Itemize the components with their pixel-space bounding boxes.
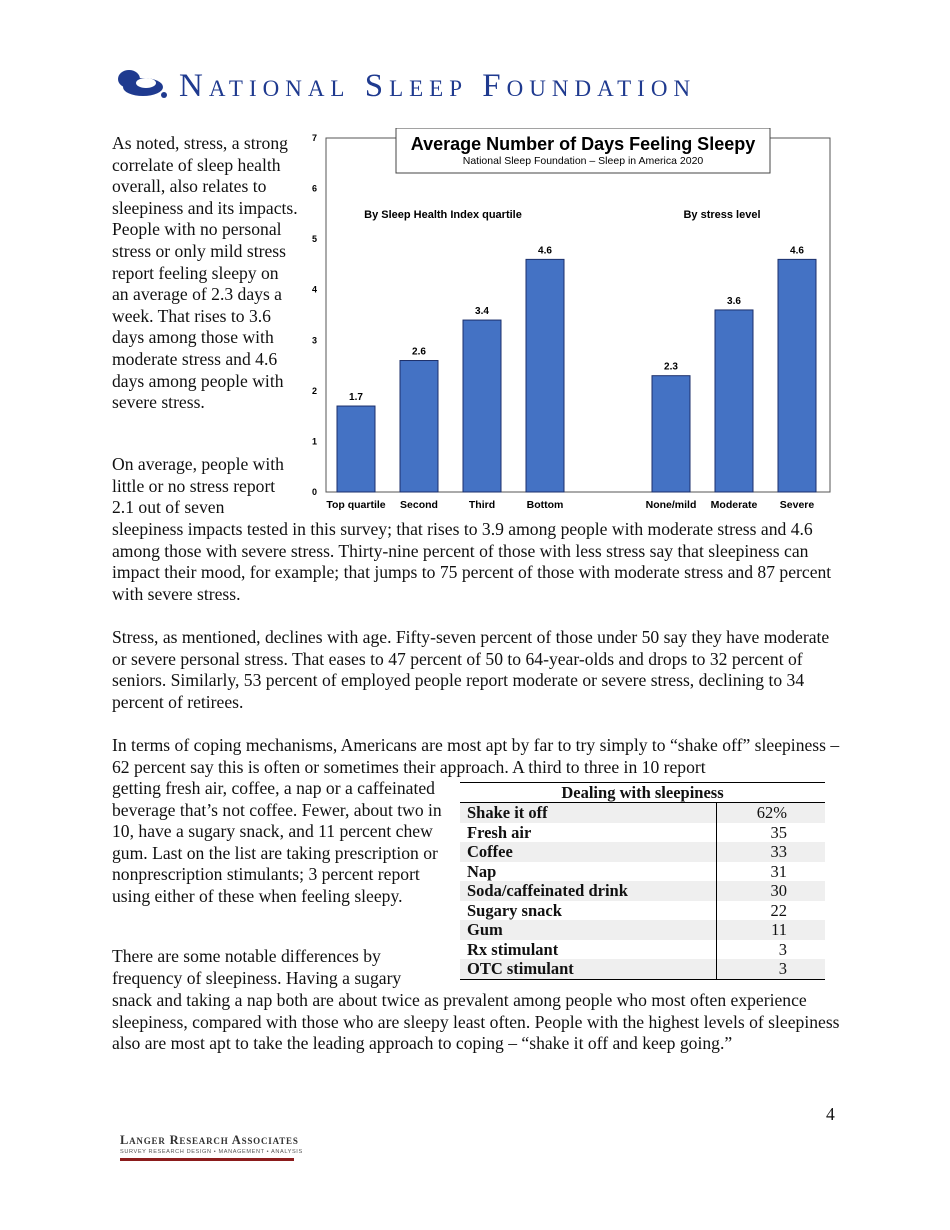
table-row (460, 959, 825, 979)
sleepy-days-bar-chart (300, 128, 840, 513)
bar-value-label: 4.6 (790, 245, 804, 257)
footer-tagline: SURVEY RESEARCH DESIGN • MANAGEMENT • ANALYSIS (120, 1149, 303, 1155)
y-tick-label: 4 (311, 284, 317, 295)
org-name: National Sleep Foundation (179, 68, 697, 104)
group-label-stress: By stress level (683, 209, 761, 221)
sleep-foundation-logo-icon (115, 66, 171, 102)
table-row (460, 823, 825, 843)
y-tick-label: 3 (311, 335, 317, 346)
table-row-value-cell (717, 940, 826, 960)
y-tick-label: 2 (311, 385, 317, 396)
bar (778, 259, 816, 492)
paragraph-impacts-cont: sleepiness impacts tested in this survey; that rises to 3.9 among people with moderate stress and 4.6 among those with severe stress. Thirty-nine percent of those with less stress say that sleepiness can impact their mood, for example; that jumps to 75 percent of those with moderate stress and 87 percent with severe stress. (112, 519, 832, 604)
table-row-value-cell (717, 842, 826, 862)
category-label: Second (400, 499, 438, 511)
table-row-value-cell (717, 959, 826, 979)
y-tick-label: 7 (311, 133, 317, 143)
footer-org-name: Langer Research Associates (120, 1133, 299, 1147)
table-row-value: 31 (770, 861, 787, 881)
bar (337, 406, 375, 492)
bar-value-label: 2.3 (664, 361, 678, 373)
table-row-label: Fresh air (467, 822, 532, 842)
table-row-value-cell (717, 862, 826, 882)
bar-value-label: 4.6 (538, 245, 552, 257)
table-row (460, 862, 825, 882)
bar-value-label: 3.4 (475, 306, 489, 318)
table-row-label: Rx stimulant (467, 939, 559, 959)
footer-divider (120, 1158, 294, 1161)
paragraph-coping-cont: getting fresh air, coffee, a nap or a caffeinated beverage that’s not coffee. Fewer, about two in 10, have a sugary snack, and 11 percent chew gum. Last on the list are taking prescription or nonprescription stimulants; 3 percent report using either of these when feeling sleepy. (112, 778, 442, 906)
chart-title: Average Number of Days Feeling Sleepy (410, 134, 756, 154)
paragraph-differences-start: There are some notable differences by frequency of sleepiness. Having a sugary (112, 946, 402, 988)
dealing-with-sleepiness-table (460, 782, 825, 980)
table-title: Dealing with sleepiness (460, 782, 825, 803)
table-body (460, 803, 825, 980)
table-row (460, 920, 825, 940)
table-row-value: 3 (778, 939, 787, 959)
table-row-value-cell (717, 881, 826, 901)
table-row-label: Shake it off (460, 803, 717, 823)
table-row-value: 30 (770, 881, 787, 900)
table-row-value-cell (717, 901, 826, 921)
bar (652, 376, 690, 492)
category-label: Bottom (526, 499, 564, 511)
paragraph-stress-sleepiness: As noted, stress, a strong correlate of sleep health overall, also relates to sleepiness and its impacts. People with no personal stress or only mild stress report feeling sleepy on an average of 2.3 days a week. That rises to 3.6 days among those with moderate stress and 4.6 days among people with severe stress. (112, 133, 298, 413)
table-row-value: 22 (770, 900, 787, 920)
table-row (460, 803, 825, 823)
y-tick-label: 0 (311, 487, 317, 497)
table-row-value: 3 (778, 959, 787, 978)
page-number: 4 (826, 1104, 835, 1124)
table-row-value-cell (717, 803, 826, 823)
bar (715, 310, 753, 492)
table-row-value: 62% (756, 803, 787, 822)
table-row-label: Gum (460, 920, 717, 940)
paragraph-impacts-start: On average, people with little or no stress report 2.1 out of seven (112, 454, 284, 518)
y-tick-label: 6 (311, 183, 317, 194)
bar (526, 259, 564, 492)
category-label: Top quartile (326, 499, 386, 511)
category-label: Moderate (710, 499, 758, 511)
table-row (460, 901, 825, 921)
y-tick-label: 1 (311, 436, 317, 447)
paragraph-coping-start: In terms of coping mechanisms, Americans are most apt by far to try simply to “shake off” sleepiness – 62 percent say this is often or sometimes their approach. A third to three in 10 report (112, 735, 840, 777)
table-row (460, 881, 825, 901)
table-row (460, 842, 825, 862)
table-row-label: Coffee (460, 842, 717, 862)
group-label-quartile: By Sleep Health Index quartile (364, 209, 522, 221)
table-row-value: 11 (771, 920, 787, 939)
category-label: Severe (779, 499, 815, 511)
page-header (115, 66, 755, 106)
footer-logo (120, 1133, 303, 1165)
paragraph-stress-age: Stress, as mentioned, declines with age. Fifty-seven percent of those under 50 say they have moderate or severe personal stress. That eases to 47 percent of 50 to 64-year-olds and drops to 32 percent of seniors. Similarly, 53 percent of employed people report moderate or severe stress, declining to 34 percent of retirees. (112, 627, 830, 712)
table-row-value: 35 (770, 822, 787, 842)
table-row-label: OTC stimulant (460, 959, 717, 979)
y-tick-label: 5 (311, 234, 317, 245)
table-row-label: Sugary snack (467, 900, 562, 920)
category-label: None/mild (645, 499, 697, 511)
category-label: Third (468, 499, 496, 511)
table-row-label: Soda/caffeinated drink (460, 881, 717, 901)
bar (400, 361, 438, 492)
table-row-value-cell (717, 823, 826, 843)
bar (463, 320, 501, 492)
table-row (460, 940, 825, 960)
bar-value-label: 2.6 (412, 346, 426, 358)
table-row-value-cell (717, 920, 826, 940)
chart-subtitle: National Sleep Foundation – Sleep in America 2020 (462, 155, 704, 167)
bar-value-label: 3.6 (727, 295, 741, 307)
table-row-value: 33 (770, 842, 787, 861)
bar-value-label: 1.7 (349, 392, 363, 404)
paragraph-differences-cont: snack and taking a nap both are about twice as prevalent among people who most often experience sleepiness, compared with those who are sleepy least often. People with the highest levels of sleepiness also are most apt to take the leading approach to coping – “shake it off and keep going.” (112, 990, 840, 1054)
table-row-label: Nap (467, 861, 497, 881)
